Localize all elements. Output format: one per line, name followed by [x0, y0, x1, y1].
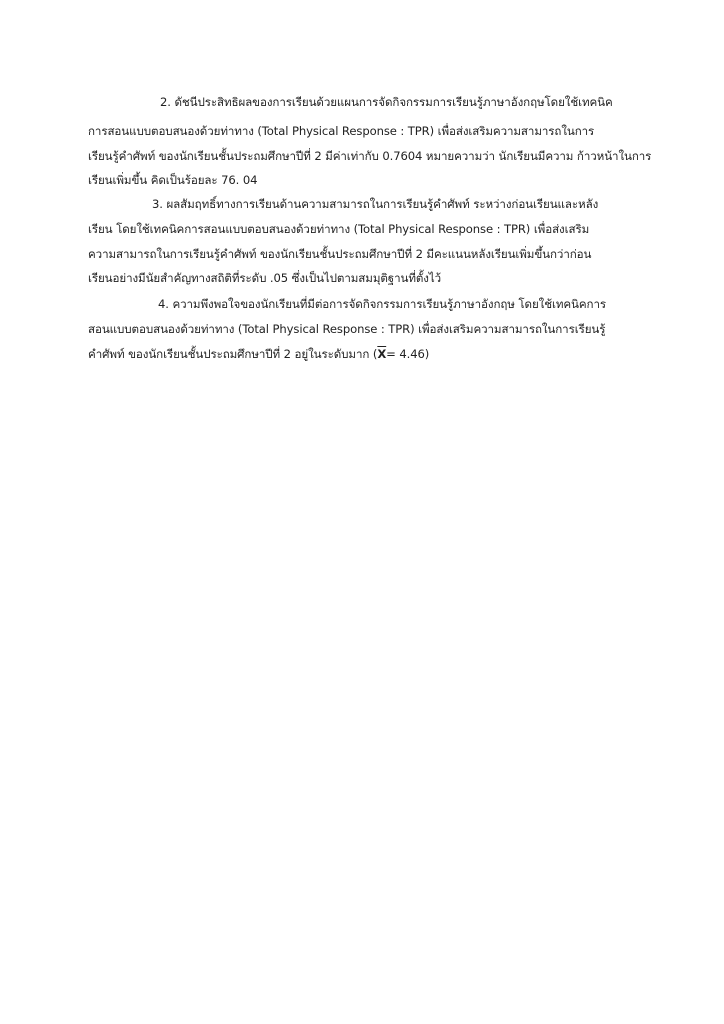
paragraph-4-line-3-text: คำศัพท์ ของนักเรียนชั้นประถมศึกษาปีที่ 2 อยู่ในระดับมาก (	[88, 347, 378, 361]
paragraph-4-line-2: สอนแบบตอบสนองด้วยท่าทาง (Total Physical Response : TPR) เพื่อส่งเสริมความสามารถในการเรียนรู้	[88, 322, 606, 336]
paragraph-3-line-2: เรียน โดยใช้เทคนิคการสอนแบบตอบสนองด้วยท่าทาง (Total Physical Response : TPR) เพื่อส่งเสริม	[88, 222, 590, 236]
paragraph-2-line-1: 2. ดัชนีประสิทธิผลของการเรียนด้วยแผนการจัดกิจกรรมการเรียนรู้ภาษาอังกฤษโดยใช้เทคนิค	[160, 95, 613, 109]
mean-value: = 4.46)	[386, 347, 430, 361]
mean-symbol: $\overline{X}$	[377, 347, 387, 361]
paragraph-2-line-4: เรียนเพิ่มขึ้น คิดเป็นร้อยละ 76. 04	[88, 173, 258, 187]
paragraph-4-line-1: 4. ความพึงพอใจของนักเรียนที่มีต่อการจัดกิจกรรมการเรียนรู้ภาษาอังกฤษ โดยใช้เทคนิคการ	[158, 297, 606, 311]
paragraph-2-line-2: การสอนแบบตอบสนองด้วยท่าทาง (Total Physical Response : TPR) เพื่อส่งเสริมความสามารถในการ	[88, 124, 595, 138]
paragraph-3-line-4: เรียนอย่างมีนัยสำคัญทางสถิติที่ระดับ .05 ซึ่งเป็นไปตามสมมุติฐานที่ตั้งไว้	[88, 271, 441, 285]
paragraph-4-line-3	[88, 346, 429, 362]
paragraph-3-line-3: ความสามารถในการเรียนรู้คำศัพท์ ของนักเรียนชั้นประถมศึกษาปีที่ 2 มีคะแนนหลังเรียนเพิ่มขึ้นกว่าก่อน	[88, 247, 592, 261]
paragraph-3-line-1: 3. ผลสัมฤทธิ์ทางการเรียนด้านความสามารถในการเรียนรู้คำศัพท์ ระหว่างก่อนเรียนและหลัง	[152, 197, 599, 211]
paragraph-2-line-3: เรียนรู้คำศัพท์ ของนักเรียนชั้นประถมศึกษาปีที่ 2 มีค่าเท่ากับ 0.7604 หมายความว่า นักเรียนมีความ ก้าวหน้าในการ	[88, 149, 652, 163]
